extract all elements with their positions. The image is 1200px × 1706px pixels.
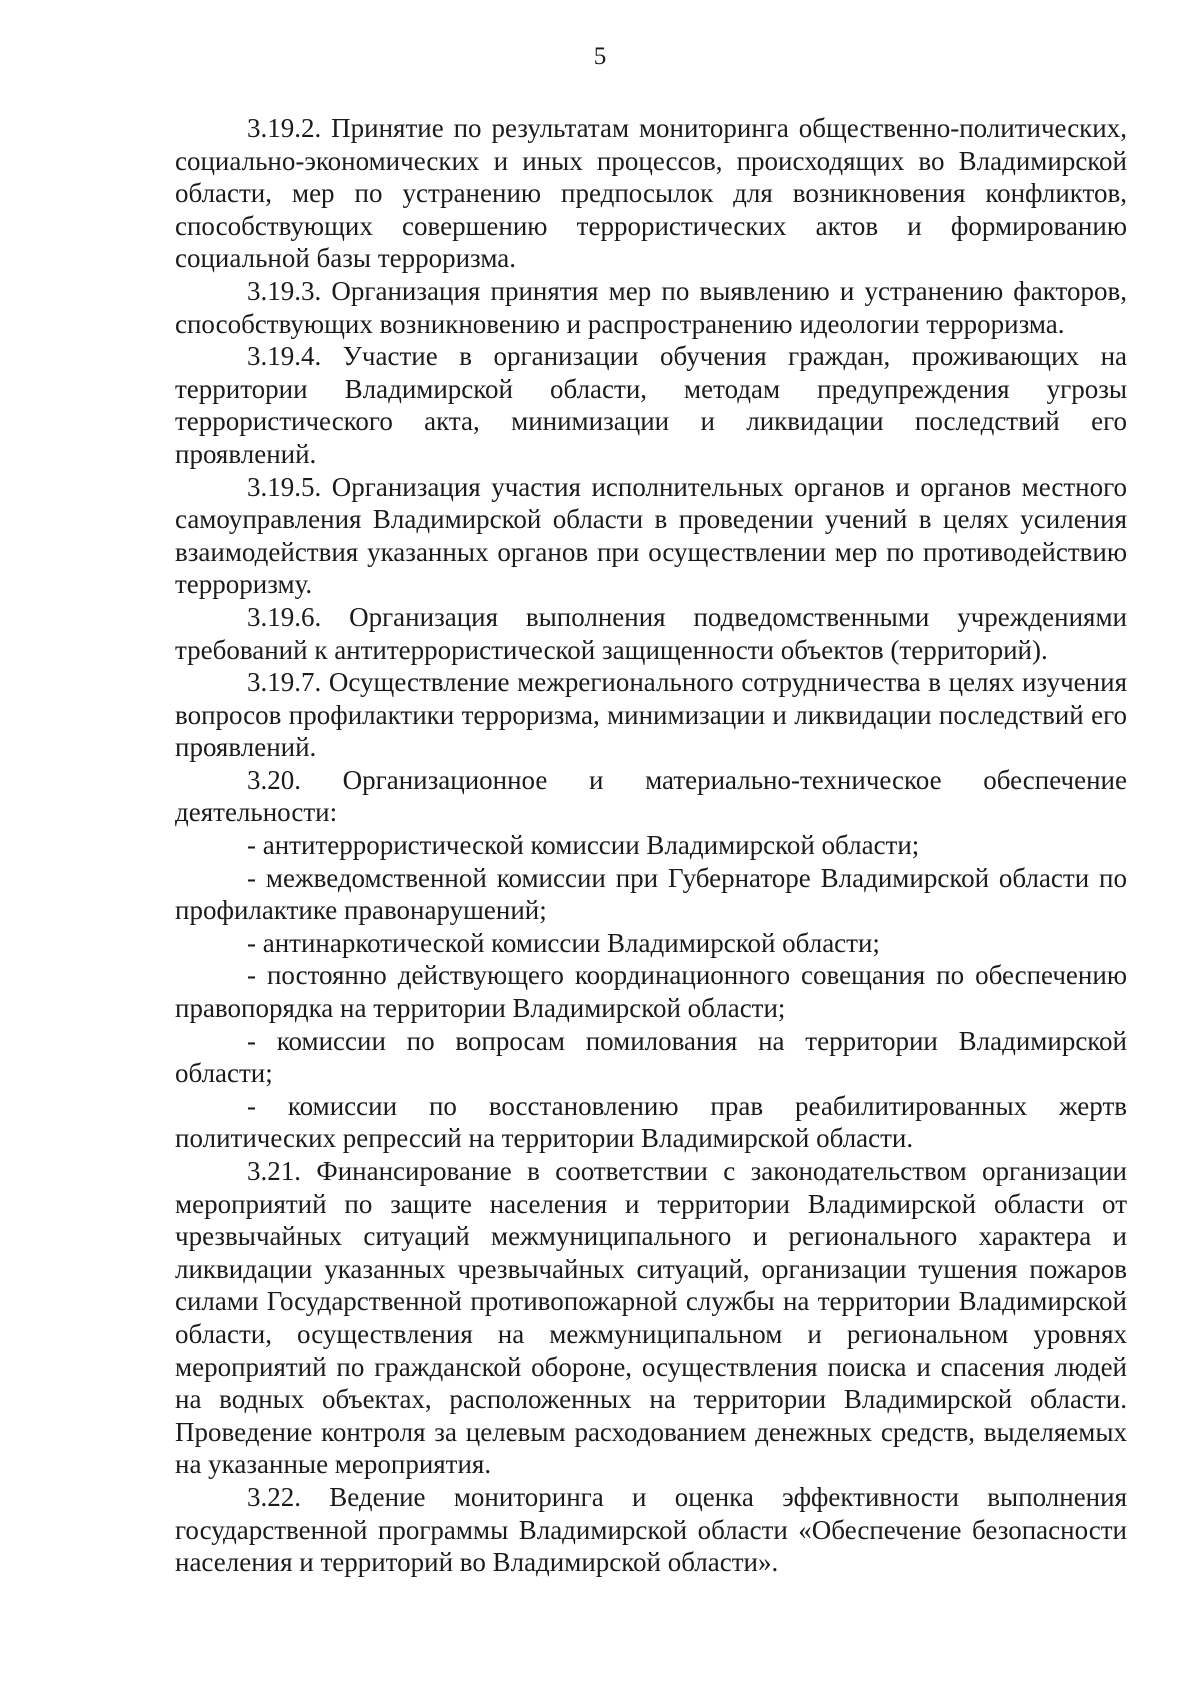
- page-number: 5: [593, 43, 607, 70]
- paragraph-3-19-7: 3.19.7. Осуществление межрегионального сотрудничества в целях изучения вопросов профилактики терроризма, минимизации и ликвидации последствий его проявлений.: [175, 667, 1127, 763]
- paragraph-3-19-2: 3.19.2. Принятие по результатам мониторинга общественно-политических, социально-экономических и иных процессов, происходящих во Владимирской области, мер по устранению предпосылок для возникновения конфликтов, способствующих совершению террористических актов и формированию социальной базы терроризма.: [175, 113, 1127, 274]
- list-item-antiterror-commission: - антитеррористической комиссии Владимирской области;: [247, 830, 920, 861]
- paragraph-3-19-4: 3.19.4. Участие в организации обучения граждан, проживающих на территории Владимирской области, методам предупреждения угрозы террористического акта, минимизации и ликвидации последствий его проявлений.: [175, 341, 1127, 469]
- paragraph-3-20: 3.20. Организационное и материально-техническое обеспечение деятельности:: [175, 764, 1127, 828]
- list-item-rehabilitation-commission: - комиссии по восстановлению прав реабилитированных жертв политических репрессий на территории Владимирской области.: [175, 1090, 1127, 1154]
- list-item-coordination-meeting: - постоянно действующего координационного совещания по обеспечению правопорядка на территории Владимирской области;: [175, 960, 1127, 1024]
- paragraph-3-19-5: 3.19.5. Организация участия исполнительных органов и органов местного самоуправления Владимирской области в проведении учений в целях усиления взаимодействия указанных органов при осуществлении мер по противодействию терроризму.: [175, 471, 1127, 600]
- list-item-pardon-commission: - комиссии по вопросам помилования на территории Владимирской области;: [175, 1025, 1127, 1089]
- list-item-interagency-commission: - межведомственной комиссии при Губернаторе Владимирской области по профилактике правонарушений;: [175, 862, 1127, 926]
- list-item-antidrug-commission: - антинаркотической комиссии Владимирской области;: [247, 927, 880, 958]
- document-body: [175, 112, 1127, 1579]
- paragraph-3-21: 3.21. Финансирование в соответствии с законодательством организации мероприятий по защите населения и территории Владимирской области от чрезвычайных ситуаций межмуниципального и регионального характера и ликвидации указанных чрезвычайных ситуаций, организации тушения пожаров силами Государственной противопожарной службы на территории Владимирской области, осуществления на межмуниципальном и региональном уровнях мероприятий по гражданской обороне, осуществления поиска и спасения людей на водных объектах, расположенных на территории Владимирской области. Проведение контроля за целевым расходованием денежных средств, выделяемых на указанные мероприятия.: [175, 1156, 1127, 1480]
- paragraph-3-19-6: 3.19.6. Организация выполнения подведомственными учреждениями требований к антитеррористической защищенности объектов (территорий).: [175, 601, 1127, 665]
- paragraph-3-19-3: 3.19.3. Организация принятия мер по выявлению и устранению факторов, способствующих возникновению и распространению идеологии терроризма.: [175, 275, 1127, 339]
- paragraph-3-22: 3.22. Ведение мониторинга и оценка эффективности выполнения государственной программы Владимирской области «Обеспечение безопасности населения и территорий во Владимирской области».: [175, 1481, 1127, 1578]
